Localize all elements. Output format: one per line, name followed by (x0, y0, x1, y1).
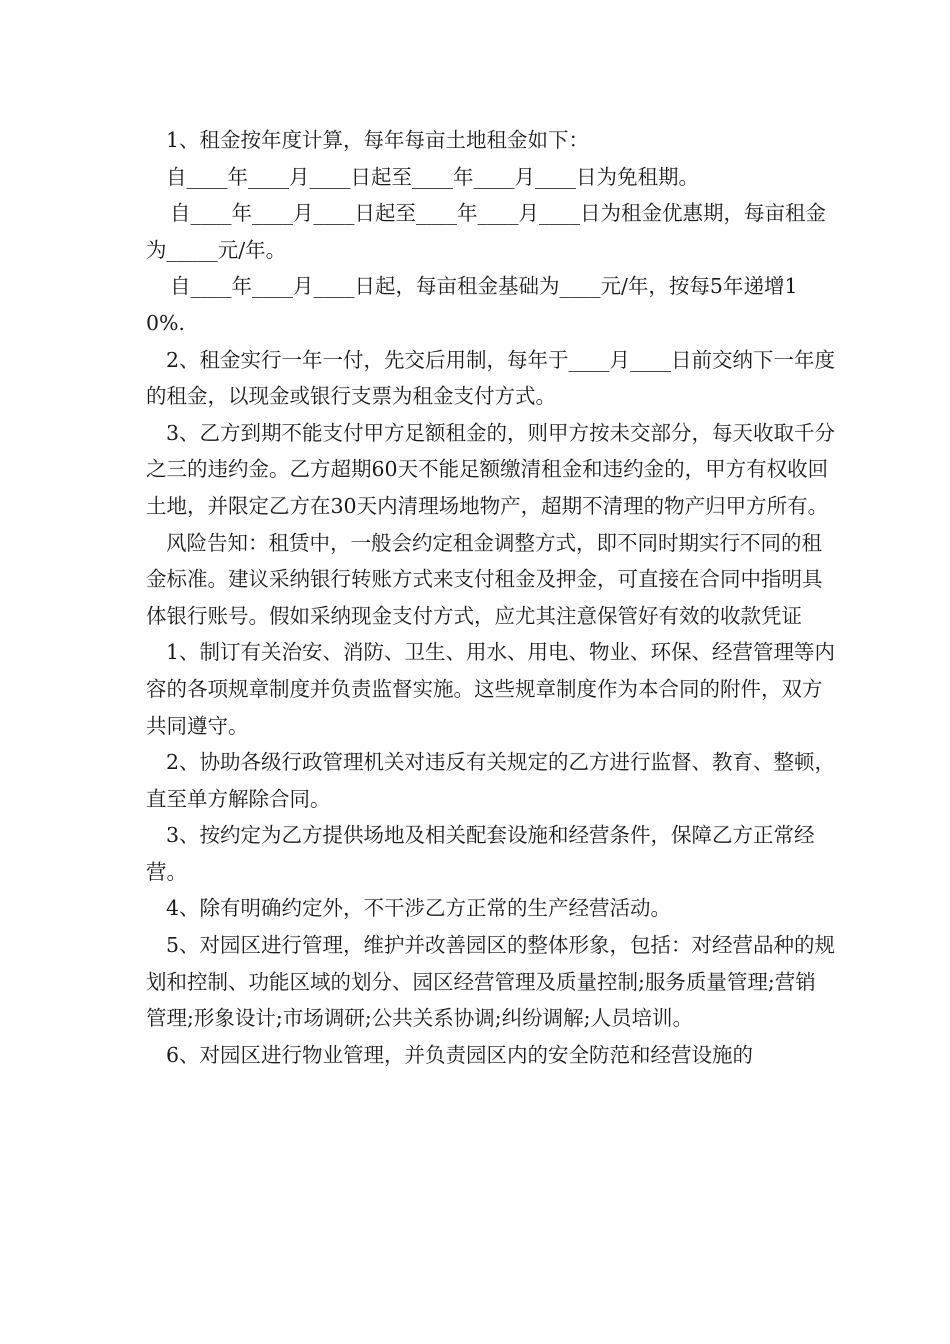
paragraph-duty-property-management: 6、对园区进行物业管理，并负责园区内的安全防范和经营设施的 (166, 1042, 754, 1067)
paragraph-payment-schedule: 2、租金实行一年一付，先交后用制，每年于____月____日前交纳下一年度的租金，以现金或银行支票为租金支付方式。 (146, 347, 836, 409)
paragraph-risk-notice: 风险告知：租赁中，一般会约定租金调整方式，即不同时期实行不同的租金标准。建议采纳银行转账方式来支付租金及押金，可直接在合同中指明具体银行账号。假如采纳现金支付方式，应尤其注意保管好有效的收款凭证 (146, 530, 823, 628)
paragraph-rent-base: 自____年____月____日起，每亩租金基础为____元/年，按每5年递增10%. (146, 274, 798, 335)
paragraph-duty-non-interference: 4、除有明确约定外，不干涉乙方正常的生产经营活动。 (166, 896, 672, 921)
document-body (146, 122, 836, 1073)
paragraph-rent-free-period: 自____年____月____日起至____年____月____日为免租期。 (166, 164, 699, 189)
paragraph-duty-facilities: 3、按约定为乙方提供场地及相关配套设施和经营条件，保障乙方正常经营。 (146, 823, 815, 884)
paragraph-duty-park-management: 5、对园区进行管理，维护并改善园区的整体形象，包括：对经营品种的规划和控制、功能区域的划分、园区经营管理及质量控制;服务质量管理;营销管理;形象设计;市场调研;公共关系协调;纠纷调解;人员培训。 (146, 933, 836, 1031)
paragraph-duty-supervision: 2、协助各级行政管理机关对违反有关规定的乙方进行监督、教育、整顿，直至单方解除合同。 (146, 750, 836, 811)
paragraph-rent-discount-period: 自____年____月____日起至____年____月____日为租金优惠期，每亩租金为_____元/年。 (146, 201, 826, 262)
paragraph-duty-regulations: 1、制订有关治安、消防、卫生、用水、用电、物业、环保、经营管理等内容的各项规章制度并负责监督实施。这些规章制度作为本合同的附件，双方共同遵守。 (146, 640, 836, 738)
paragraph-rent-annual: 1、租金按年度计算，每年每亩土地租金如下： (166, 128, 590, 152)
paragraph-late-penalty: 3、乙方到期不能支付甲方足额租金的，则甲方按未交部分，每天收取千分之三的违约金。乙方超期60天不能足额缴清租金和违约金的，甲方有权收回土地，并限定乙方在30天内清理场地物产，超期不清理的物产归甲方所有。 (146, 420, 836, 518)
